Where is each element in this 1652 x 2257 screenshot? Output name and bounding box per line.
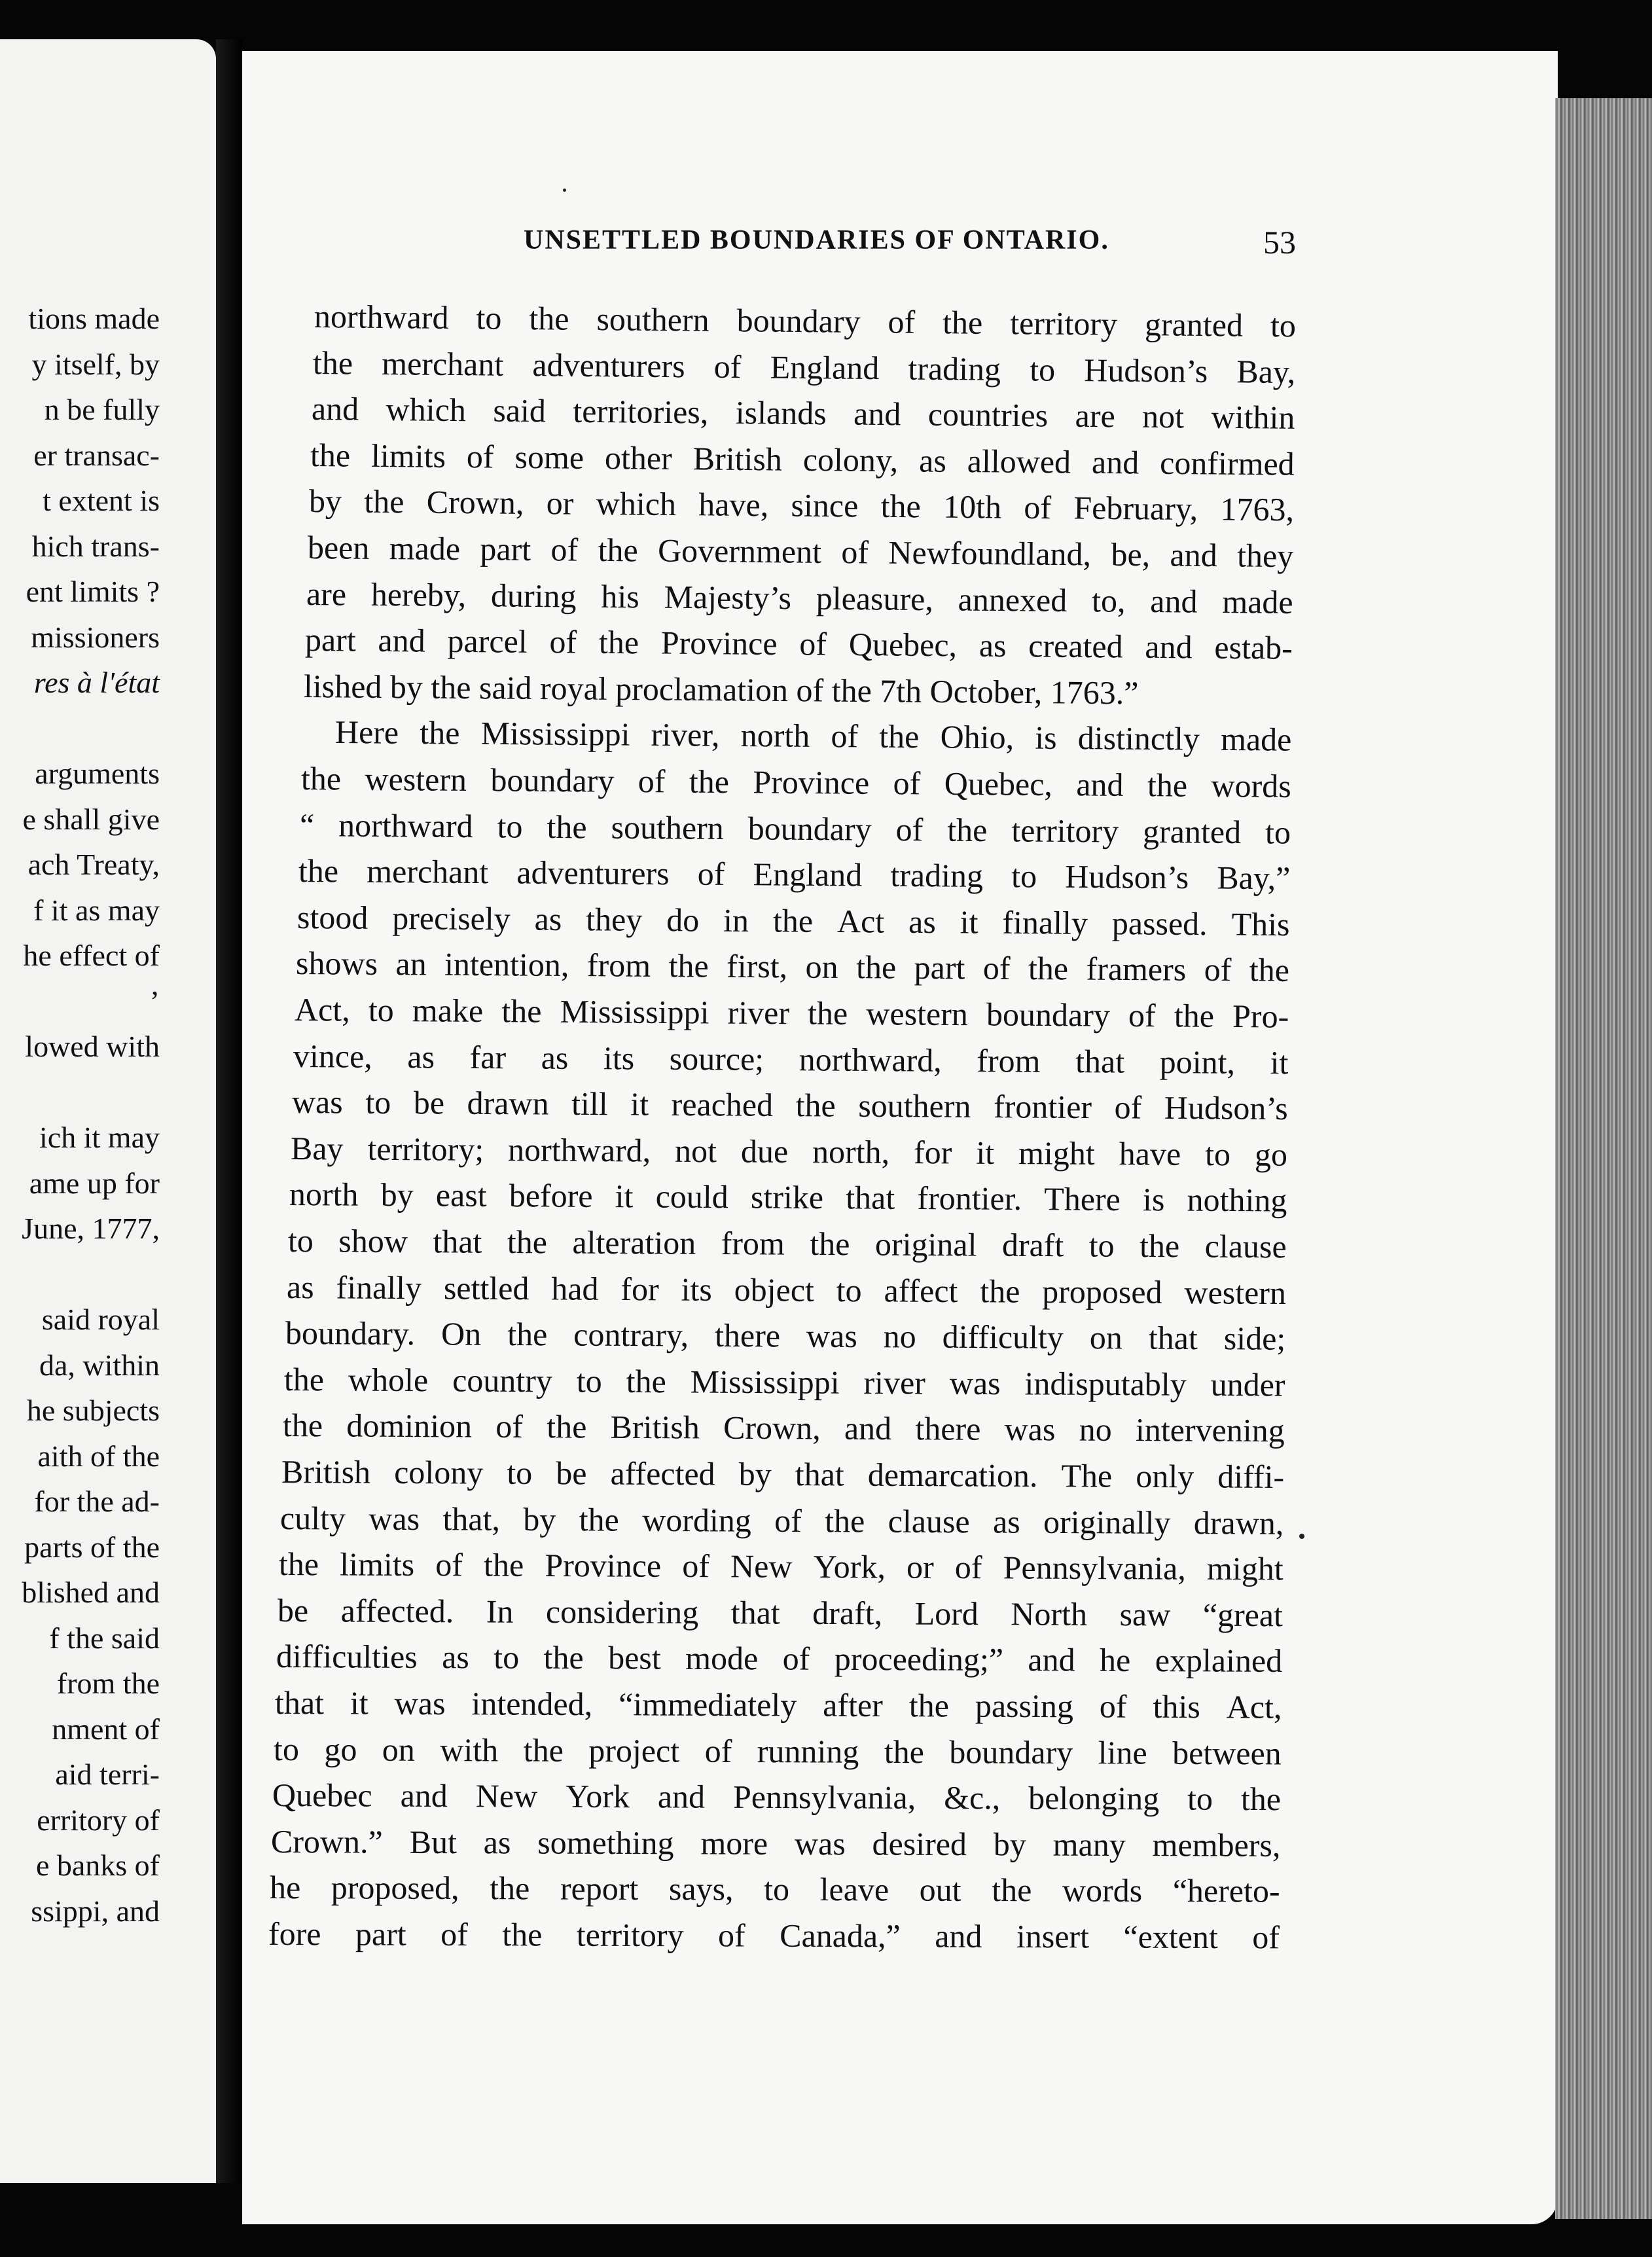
left-page-line: ’: [149, 984, 160, 1018]
body-line: difficulties as to the best mode of proceeding;” and he explained: [276, 1638, 1283, 1680]
left-page-line: n be fully: [44, 393, 160, 426]
running-head: UNSETTLED BOUNDARIES OF ONTARIO.: [524, 225, 1109, 255]
body-line: to show that the alteration from the original draft to the clause: [287, 1222, 1287, 1265]
left-page-line: aid terri-: [55, 1758, 160, 1791]
left-page: [0, 39, 216, 2183]
left-page-line: f it as may: [33, 893, 160, 927]
left-page-line: missioners: [31, 620, 160, 654]
ink-speck: [563, 189, 566, 192]
left-page-line: e banks of: [35, 1849, 160, 1882]
body-line: Act, to make the Mississippi river the western boundary of the Pro-: [294, 991, 1289, 1035]
body-line: been made part of the Government of Newfoundland, be, and they: [307, 529, 1294, 575]
body-line: that it was intended, “immediately after the passing of this Act,: [274, 1684, 1282, 1725]
right-page: [242, 51, 1558, 2224]
body-line: the dominion of the British Crown, and there was no intervening: [282, 1407, 1285, 1449]
left-page-line: nment of: [52, 1712, 160, 1746]
left-page-line: for the ad-: [34, 1485, 160, 1518]
body-line: are hereby, during his Majesty’s pleasure, annexed to, and made: [306, 575, 1293, 621]
body-text: [242, 51, 1558, 2224]
body-line: the merchant adventurers of England trading to Hudson’s Bay,”: [298, 852, 1291, 897]
body-line: the limits of some other British colony, as allowed and confirmed: [310, 436, 1295, 482]
left-page-line: parts of the: [24, 1530, 160, 1564]
left-page-line: res à l'état: [33, 666, 160, 699]
body-line: Quebec and New York and Pennsylvania, &c., belonging to the: [272, 1777, 1282, 1818]
body-line: part and parcel of the Province of Quebec, as created and estab-: [304, 621, 1293, 666]
left-page-line: ach Treaty,: [27, 848, 160, 881]
left-page-line: lowed with: [25, 1030, 160, 1063]
body-line: the limits of the Province of New York, or of Pennsylvania, might: [278, 1545, 1284, 1587]
body-line: British colony to be affected by that demarcation. The only diffi-: [281, 1453, 1285, 1496]
left-page-line: erritory of: [37, 1803, 160, 1837]
left-page-line: aith of the: [37, 1439, 160, 1473]
body-line: vince, as far as its source; northward, from that point, it: [293, 1037, 1289, 1081]
body-line: fore part of the territory of Canada,” and insert “extent of: [268, 1915, 1280, 1956]
body-line: the whole country to the Mississippi river was indisputably under: [283, 1360, 1285, 1403]
left-page-line: da, within: [39, 1348, 160, 1382]
body-line: “ northward to the southern boundary of the territory granted to: [299, 806, 1291, 851]
left-page-line: arguments: [35, 757, 160, 790]
left-page-line: tions made: [28, 302, 160, 335]
body-line: boundary. On the contrary, there was no difficulty on that side;: [285, 1314, 1286, 1357]
body-line: stood precisely as they do in the Act as it finally passed. This: [296, 898, 1290, 943]
left-page-line: June, 1777,: [22, 1212, 160, 1245]
left-page-line: he subjects: [26, 1394, 160, 1427]
left-page-line: t extent is: [43, 484, 160, 517]
body-line: shows an intention, from the first, on the part of the framers of the: [295, 945, 1290, 989]
left-page-line: y itself, by: [31, 347, 160, 381]
left-page-line: ssippi, and: [31, 1894, 160, 1928]
left-page-line: he effect of: [23, 939, 160, 972]
ink-speck: [1299, 1534, 1304, 1539]
left-page-line: blished and: [22, 1576, 160, 1609]
page-number: 53: [1263, 224, 1296, 261]
left-page-line: ich it may: [39, 1121, 160, 1154]
body-line: Here the Mississippi river, north of the Ohio, is distinctly made: [334, 713, 1292, 759]
left-page-line: ame up for: [29, 1166, 160, 1200]
body-line: to go on with the project of running the boundary line between: [273, 1730, 1282, 1772]
body-line: culty was that, by the wording of the clause as originally drawn,: [279, 1499, 1284, 1542]
left-page-line: er transac-: [33, 438, 160, 472]
body-line: was to be drawn till it reached the southern frontier of Hudson’s: [291, 1083, 1288, 1127]
body-line: be affected. In considering that draft, Lord North saw “great: [277, 1591, 1284, 1634]
left-page-line: f the said: [49, 1621, 160, 1655]
left-page-line: ent limits ?: [26, 575, 160, 608]
page-edges: [1555, 98, 1652, 2219]
body-line: as finally settled had for its object to affect the proposed western: [286, 1268, 1287, 1311]
body-line: the western boundary of the Province of Quebec, and the words: [300, 760, 1291, 804]
left-page-line: hich trans-: [31, 529, 160, 563]
body-line: north by east before it could strike that frontier. There is nothing: [289, 1176, 1287, 1219]
body-line: Bay territory; northward, not due north, for it might have to go: [290, 1129, 1288, 1173]
body-line: Crown.” But as something more was desired by many members,: [270, 1822, 1281, 1864]
left-page-line: e shall give: [22, 802, 160, 836]
body-line: and which said territories, islands and countries are not within: [311, 390, 1295, 437]
body-line: lished by the said royal proclamation of the 7th October, 1763.”: [303, 667, 1139, 712]
body-line: the merchant adventurers of England trading to Hudson’s Bay,: [312, 344, 1296, 390]
left-page-line: from the: [56, 1667, 160, 1700]
body-line: by the Crown, or which have, since the 10th of February, 1763,: [308, 482, 1295, 528]
left-page-line: said royal: [41, 1303, 160, 1336]
body-line: he proposed, the report says, to leave out the words “hereto-: [269, 1869, 1280, 1910]
book-spine-shadow: [216, 39, 242, 2183]
body-line: northward to the southern boundary of the territory granted to: [314, 298, 1297, 344]
